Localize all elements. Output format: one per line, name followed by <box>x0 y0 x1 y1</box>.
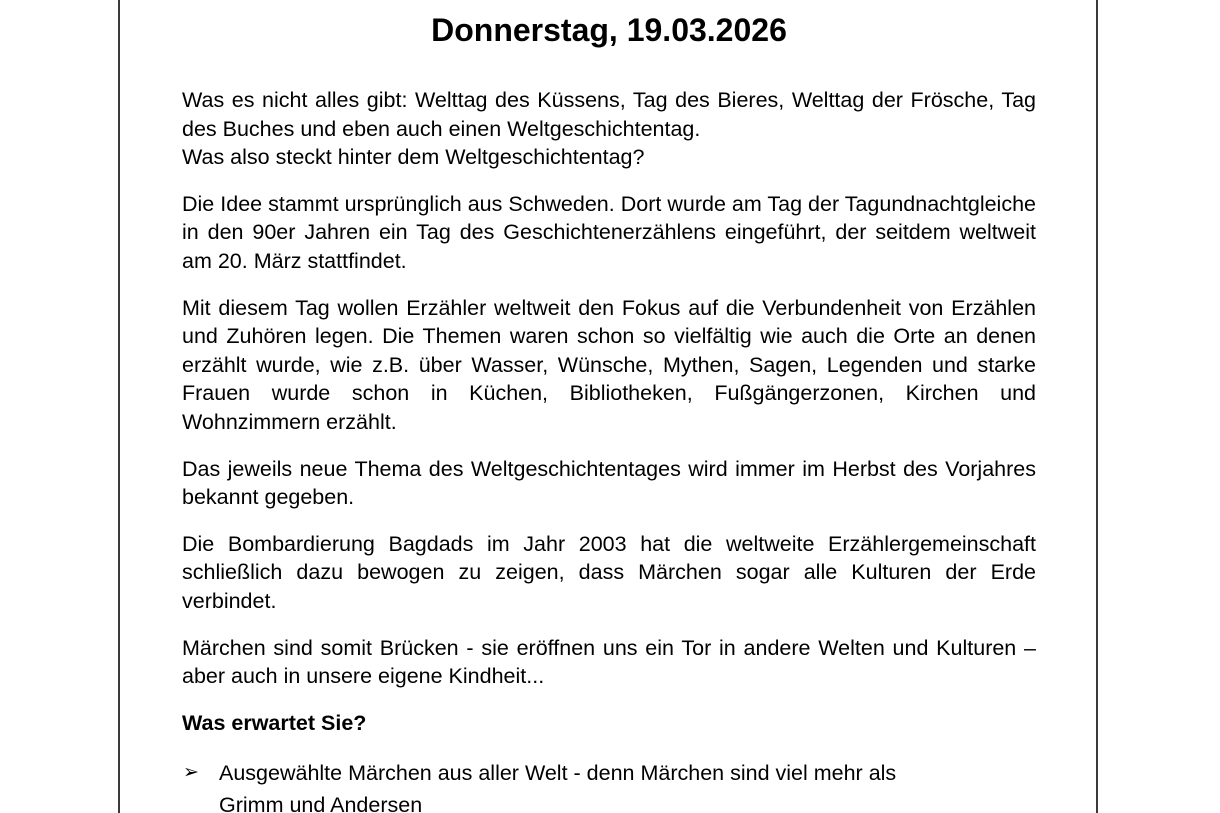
paragraph-bagdad: Die Bombardierung Bagdads im Jahr 2003 hat die weltweite Erzählergemeinschaft schließlich dazu bewogen zu zeigen, dass Märchen sogar alle Kulturen der Erde verbindet. <box>182 531 1036 613</box>
intro-question: Was also steckt hinter dem Weltgeschichtentag? <box>182 145 645 170</box>
list-item <box>182 757 1036 813</box>
bullet-list <box>182 757 1036 813</box>
paragraph-bridges: Märchen sind somit Brücken - sie eröffnen uns ein Tor in andere Welten und Kulturen – aber auch in unsere eigene Kindheit... <box>182 635 1036 689</box>
arrow-bullet-icon: ➢ <box>183 762 199 784</box>
document-body <box>182 86 1036 813</box>
page-title: Donnerstag, 19.03.2026 <box>431 12 787 48</box>
paragraph-focus: Mit diesem Tag wollen Erzähler weltweit den Fokus auf die Verbundenheit von Erzählen und Zuhören legen. Die Themen waren schon so vielfältig wie auch die Orte an denen erzählt wurde, wie z.B. über Wasser, Wünsche, Mythen, Sagen, Legenden und starke Frauen wurde schon in Küchen, Bibliotheken, Fußgängerzonen, Kirchen und Wohnzimmern erzählt. <box>182 295 1036 434</box>
paragraph-theme: Das jeweils neue Thema des Weltgeschichtentages wird immer im Herbst des Vorjahres bekannt gegeben. <box>182 456 1036 510</box>
paragraph-origin: Die Idee stammt ursprünglich aus Schweden. Dort wurde am Tag der Tagundnachtgleiche in den 90er Jahren ein Tag des Geschichtenerzählens eingeführt, der seitdem weltweit am 20. März stattfindet. <box>182 191 1036 273</box>
intro-text: Was es nicht alles gibt: Welttag des Küssens, Tag des Bieres, Welttag der Frösche, Tag des Buches und eben auch einen Weltgeschichtentag. <box>182 88 1036 141</box>
section-heading: Was erwartet Sie? <box>182 710 367 735</box>
bullet-text-line-2: Grimm und Andersen <box>219 793 423 813</box>
bullet-text-line-1: Ausgewählte Märchen aus aller Welt - denn Märchen sind viel mehr als <box>219 761 897 786</box>
intro-paragraph <box>182 86 1036 172</box>
